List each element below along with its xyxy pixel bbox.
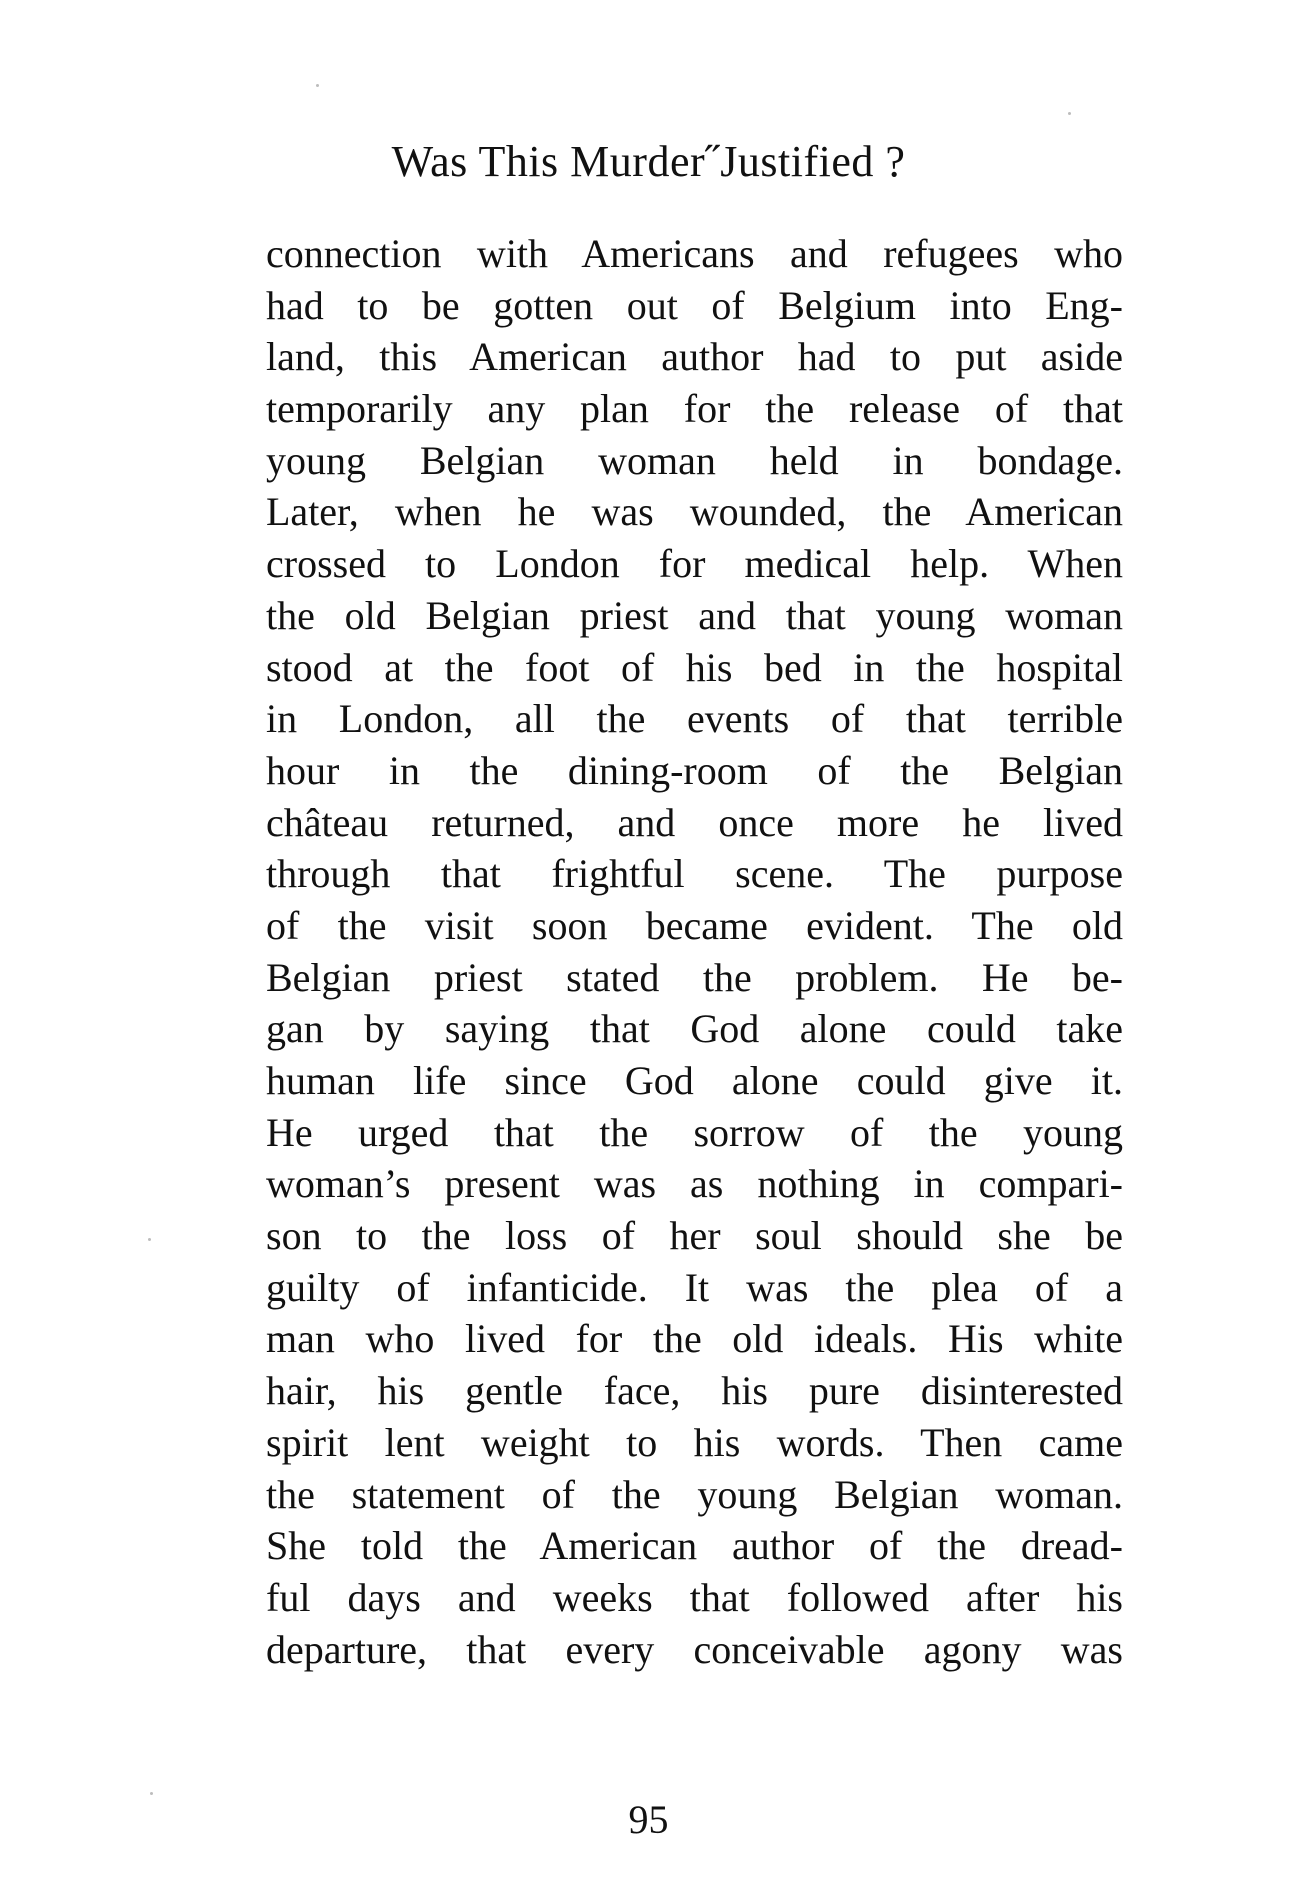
text-line: young Belgian woman held in bondage. xyxy=(266,437,1123,483)
text-line: the statement of the young Belgian woman. xyxy=(266,1471,1123,1517)
scan-speck xyxy=(150,1792,153,1795)
text-line: temporarily any plan for the release of that xyxy=(266,386,1123,432)
text-line: guilty of infanticide. It was the plea of a xyxy=(266,1264,1123,1310)
scan-speck xyxy=(316,84,319,87)
text-line: gan by saying that God alone could take xyxy=(266,1006,1123,1052)
text-line: land, this American author had to put aside xyxy=(266,334,1123,380)
text-line: woman’s present was as nothing in compari- xyxy=(266,1161,1123,1207)
text-line: hour in the dining-room of the Belgian xyxy=(266,747,1123,793)
page-number: 95 xyxy=(628,1797,669,1842)
text-line: spirit lent weight to his words. Then came xyxy=(266,1419,1123,1465)
text-line: human life since God alone could give it. xyxy=(266,1058,1123,1103)
scan-speck xyxy=(148,1238,151,1241)
text-line: had to be gotten out of Belgium into Eng- xyxy=(266,282,1123,328)
text-line: château returned, and once more he lived xyxy=(266,799,1123,845)
text-line: through that frightful scene. The purpose xyxy=(266,851,1123,897)
text-line: of the visit soon became evident. The old xyxy=(266,902,1123,948)
running-head: Was This Murder˝Justified ? xyxy=(391,137,906,186)
text-line: in London, all the events of that terrible xyxy=(266,696,1123,742)
text-line: hair, his gentle face, his pure disinterested xyxy=(266,1368,1123,1414)
body-text xyxy=(266,228,1123,1675)
text-line: connection with Americans and refugees who xyxy=(266,231,1123,276)
text-line: She told the American author of the dread- xyxy=(266,1523,1123,1569)
text-line: ful days and weeks that followed after his xyxy=(266,1574,1123,1620)
text-line: departure, that every conceivable agony was xyxy=(266,1626,1123,1672)
scan-speck xyxy=(1068,112,1071,115)
text-line: son to the loss of her soul should she be xyxy=(266,1213,1123,1259)
text-line: man who lived for the old ideals. His white xyxy=(266,1316,1123,1362)
text-line: He urged that the sorrow of the young xyxy=(266,1109,1123,1155)
text-line: Later, when he was wounded, the American xyxy=(266,489,1123,535)
text-line: stood at the foot of his bed in the hospital xyxy=(266,644,1123,690)
text-line: crossed to London for medical help. When xyxy=(266,541,1123,587)
text-line: the old Belgian priest and that young woman xyxy=(266,592,1123,638)
text-line: Belgian priest stated the problem. He be- xyxy=(266,954,1123,1000)
